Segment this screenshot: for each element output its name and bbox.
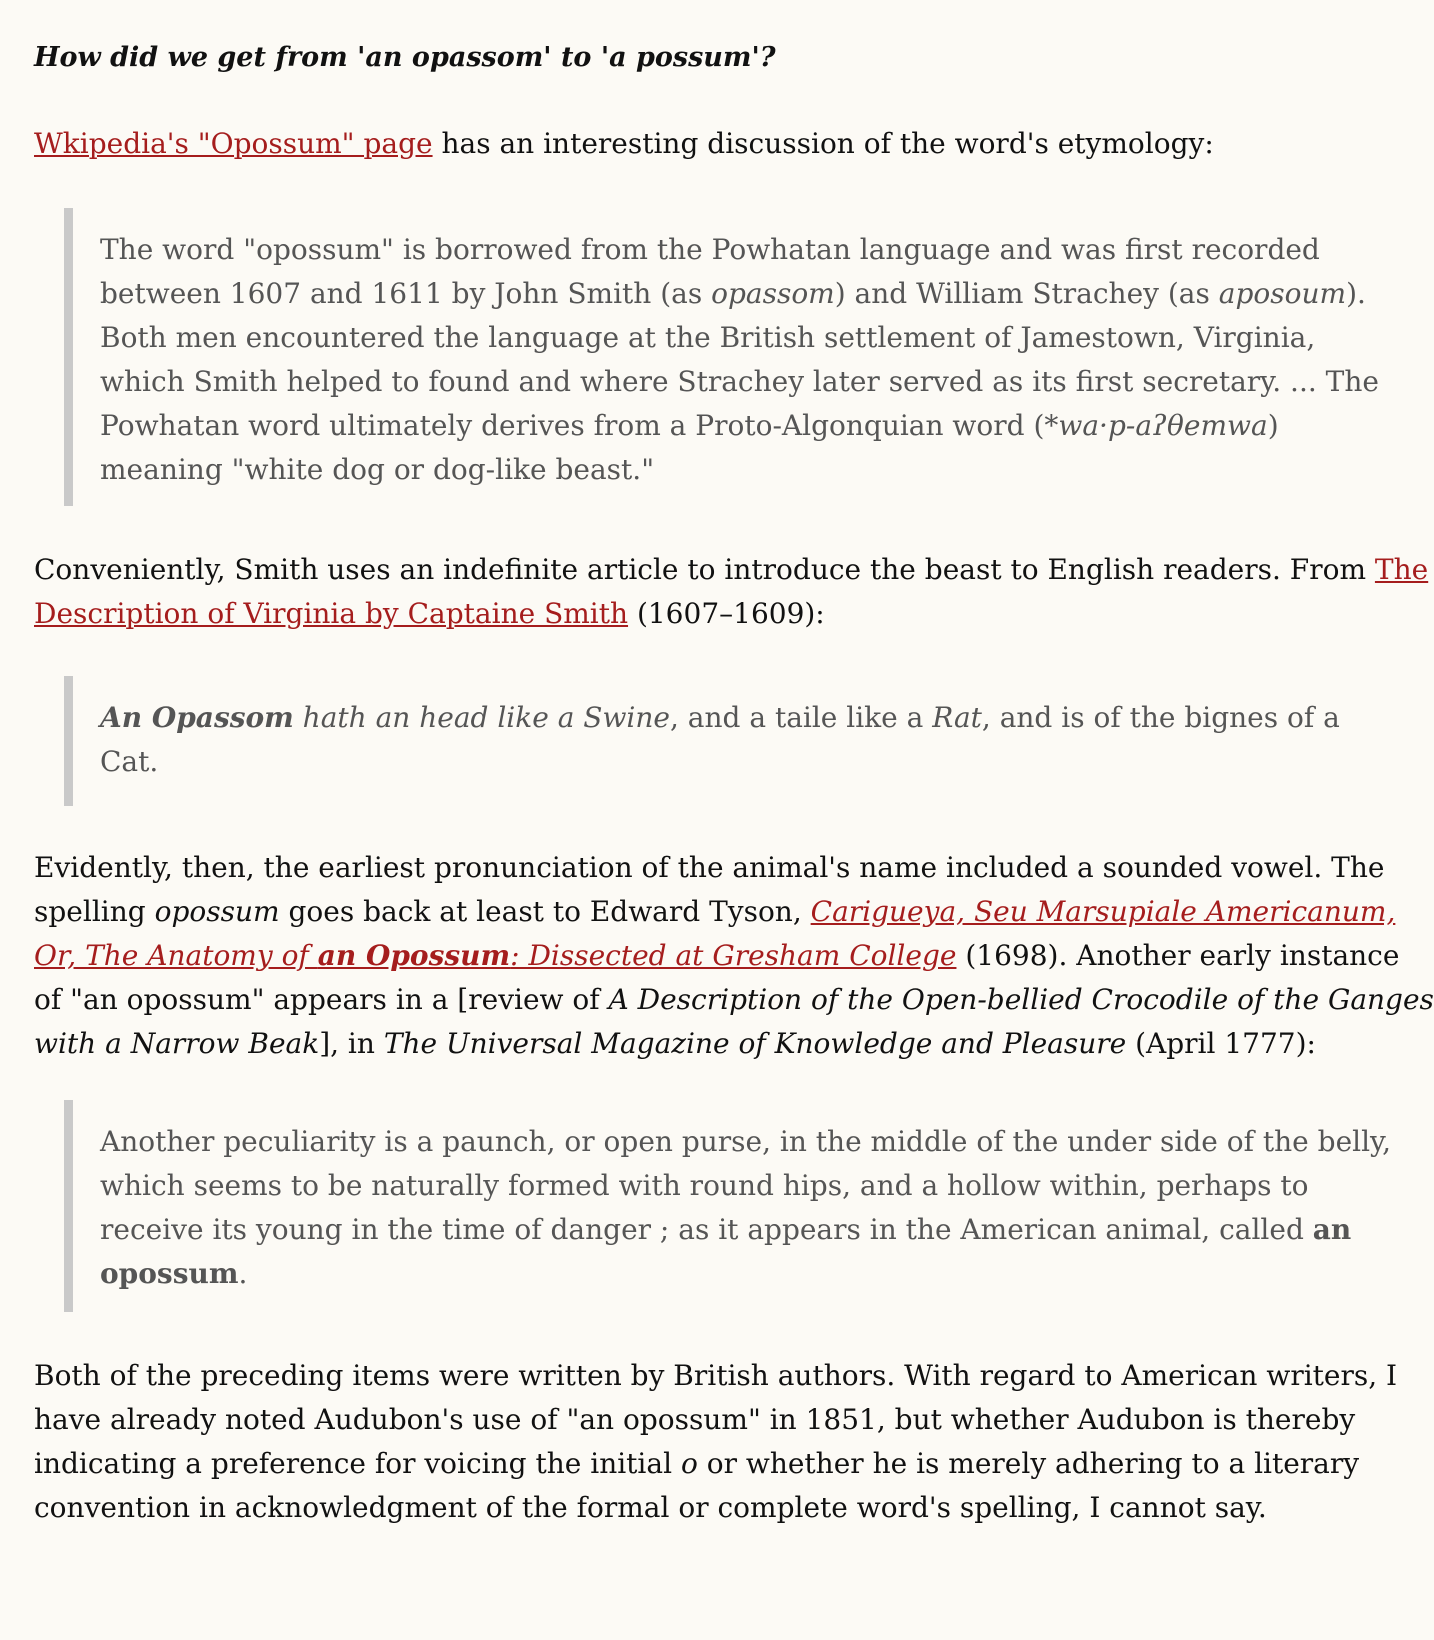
section-heading: How did we get from 'an opassom' to 'a possum'? — [34, 42, 776, 73]
blockquote-smith — [64, 676, 1340, 806]
quote-line: which seems to be naturally formed with round hips, and a hollow within, perhaps to — [100, 1169, 1309, 1202]
quote-line: Another peculiarity is a paunch, or open purse, in the middle of the under side of the belly, — [100, 1125, 1392, 1158]
blockquote-etymology — [64, 208, 1379, 506]
paragraph-tyson: Evidently, then, the earliest pronunciation of the animal's name included a sounded vowel. The spelling opossum goes back at least to Edward Tyson, Carigueya, Seu Marsupiale Americanum, Or, The Anatomy of an Opossum: Dissected at Gresham College (1698). Another early instance of "an opossum" appears in a [review of A Description of the Open-bellied Crocodile of the Ganges with a Narrow Beak], in The Universal Magazine of Knowledge and Pleasure (April 1777): — [34, 851, 1434, 1060]
quote-line: Cat. — [100, 745, 159, 778]
quote-line: The word "opossum" is borrowed from the Powhatan language and was first recorded — [100, 233, 1320, 266]
intro-text: has an interesting discussion of the word's etymology: — [432, 127, 1214, 160]
quote-line: Powhatan word ultimately derives from a Proto-Algonquian word (*wa·p-aʔθemwa) — [100, 409, 1279, 442]
quote-line: Both men encountered the language at the British settlement of Jamestown, Virginia, — [100, 321, 1316, 354]
quote-line: opossum. — [100, 1257, 248, 1290]
paragraph-intro — [34, 122, 1334, 166]
tyson-book-link-cont[interactable]: Or, The Anatomy of an Opossum: Dissected at Gresham College — [34, 939, 957, 972]
tyson-book-link[interactable]: Carigueya, Seu Marsupiale Americanum, — [810, 895, 1396, 928]
paragraph-audubon: Both of the preceding items were written by British authors. With regard to American writers, I have already noted Audubon's use of "an opossum" in 1851, but whether Audubon is thereby indicating a preference for voicing the initial o or whether he is merely adhering to a literary convention in acknowledgment of the formal or complete word's spelling, I cannot say. — [34, 1359, 1398, 1524]
quote-line: meaning "white dog or dog-like beast." — [100, 453, 655, 486]
quote-line: which Smith helped to found and where Strachey later served as its first secretary. ... The — [100, 365, 1379, 398]
blockquote-universal-magazine — [64, 1100, 1392, 1312]
quote-line: between 1607 and 1611 by John Smith (as opassom) and William Strachey (as aposoum). — [100, 277, 1366, 310]
wikipedia-opossum-link[interactable]: Wkipedia's "Opossum" page — [34, 127, 433, 160]
paragraph-smith: Conveniently, Smith uses an indefinite article to introduce the beast to English readers. From The Description of Virginia by Captaine Smith (1607–1609): — [34, 553, 1429, 630]
quote-line: receive its young in the time of danger ; as it appears in the American animal, called an — [100, 1213, 1352, 1246]
description-of-virginia-link[interactable]: The — [1374, 553, 1429, 586]
quote-line: An Opassom hath an head like a Swine, and a taile like a Rat, and is of the bignes of a — [100, 701, 1340, 734]
description-of-virginia-link-cont[interactable]: Description of Virginia by Captaine Smith — [34, 597, 629, 630]
